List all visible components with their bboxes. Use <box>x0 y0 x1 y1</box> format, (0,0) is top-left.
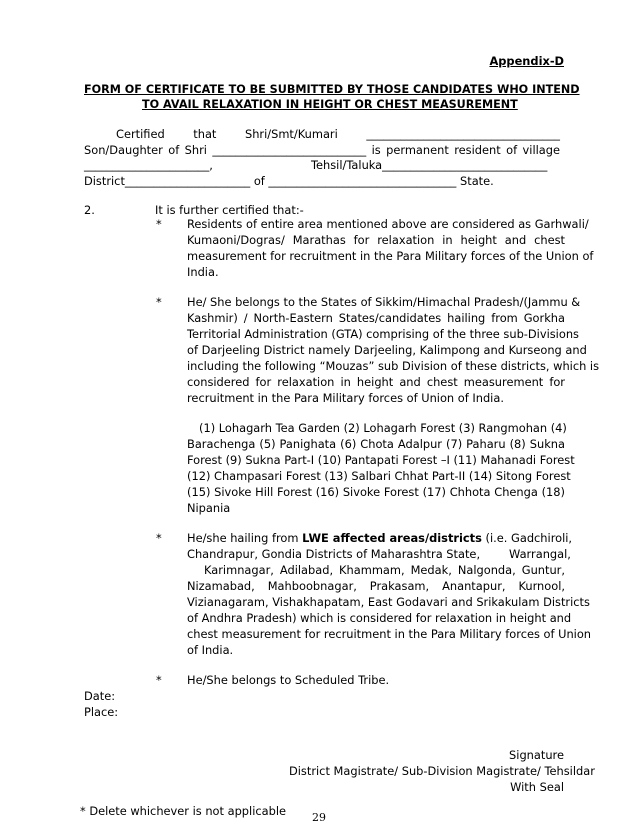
bullet-1: * <box>156 217 162 231</box>
page-number: 29 <box>312 811 326 824</box>
cert-line-2: Son/Daughter of Shri ___________________________ is permanent resident of village <box>84 143 560 157</box>
mouza-line: (1) Lohagarh Tea Garden (2) Lohagarh Forest (3) Rangmohan (4) <box>199 421 567 435</box>
title-options: Shri/Smt/Kumari <box>244 127 338 141</box>
that-word: that <box>193 127 217 141</box>
p2-line: He/ She belongs to the States of Sikkim/Himachal Pradesh/(Jammu & <box>187 295 581 309</box>
mouza-line: (12) Champasari Forest (13) Salbari Chhat Part-II (14) Sitong Forest <box>187 469 571 483</box>
p3-first-line <box>187 530 572 546</box>
p3-tail: (i.e. Gadchiroli, <box>481 531 573 545</box>
village-blank: ______________________, <box>84 158 213 172</box>
authority-line: District Magistrate/ Sub-Division Magistrate/ Tehsildar <box>289 764 595 778</box>
form-heading-line2: TO AVAIL RELAXATION IN HEIGHT OR CHEST MEASUREMENT <box>142 98 518 111</box>
tehsil-line: Tehsil/Taluka_____________________________ <box>311 158 548 172</box>
p1-line: Residents of entire area mentioned above are considered as Garhwali/ <box>187 217 589 231</box>
form-heading-line1: FORM OF CERTIFICATE TO BE SUBMITTED BY THOSE CANDIDATES WHO INTEND <box>84 83 580 96</box>
p3-line: Chandrapur, Gondia Districts of Maharashtra State, Warrangal, <box>187 547 571 561</box>
date-label: Date: <box>84 689 116 703</box>
p2-line: of Darjeeling District namely Darjeeling, Kalimpong and Kurseong and <box>187 343 587 357</box>
district-line: District______________________ of _________________________________ State. <box>84 174 494 188</box>
bullet-4: * <box>156 673 162 687</box>
bullet-3: * <box>156 531 162 545</box>
p2-line: including the following “Mouzas” sub Division of these districts, which is <box>187 359 600 373</box>
p3-line: Karimnagar, Adilabad, Khammam, Medak, Nalgonda, Guntur, <box>204 563 565 577</box>
p1-line: Kumaoni/Dogras/ Marathas for relaxation in height and chest <box>187 233 565 247</box>
place-label: Place: <box>84 705 119 719</box>
p4-line: He/She belongs to Scheduled Tribe. <box>187 673 390 687</box>
seal-label: With Seal <box>510 780 564 794</box>
name-blank: __________________________________ <box>366 127 560 141</box>
p3-line: of India. <box>187 643 234 657</box>
section-number: 2. <box>84 203 95 217</box>
p2-line: Kashmir) / North-Eastern States/candidates hailing from Gorkha <box>187 311 565 325</box>
delete-note: * Delete whichever is not applicable <box>80 804 287 818</box>
appendix-label: Appendix-D <box>489 54 564 68</box>
p3-line: chest measurement for recruitment in the Para Military forces of Union <box>187 627 592 641</box>
cert-line-1 <box>116 126 560 142</box>
p2-line: Territorial Administration (GTA) comprising of the three sub-Divisions <box>187 327 579 341</box>
lwe-emphasis: LWE affected areas/districts <box>302 531 482 545</box>
p1-line: measurement for recruitment in the Para Military forces of the Union of <box>187 249 594 263</box>
p3-line: Nizamabad, Mahboobnagar, Prakasam, Anantapur, Kurnool, <box>187 579 565 593</box>
p3-lead: He/she hailing from <box>187 531 303 545</box>
p1-line: India. <box>187 265 219 279</box>
p3-line: Vizianagaram, Vishakhapatam, East Godavari and Srikakulam Districts <box>187 595 590 609</box>
signature-label: Signature <box>509 748 564 762</box>
mouza-line: Forest (9) Sukna Part-I (10) Pantapati Forest –I (11) Mahanadi Forest <box>187 453 575 467</box>
certified-word: Certified <box>116 127 165 141</box>
section-intro: It is further certified that:- <box>155 203 304 217</box>
mouza-line: Barachenga (5) Panighata (6) Chota Adalpur (7) Paharu (8) Sukna <box>187 437 565 451</box>
p2-line: recruitment in the Para Military forces of Union of India. <box>187 391 504 405</box>
mouza-line: Nipania <box>187 501 231 515</box>
p3-line: of Andhra Pradesh) which is considered for relaxation in height and <box>187 611 572 625</box>
mouza-line: (15) Sivoke Hill Forest (16) Sivoke Forest (17) Chhota Chenga (18) <box>187 485 565 499</box>
p2-line: considered for relaxation in height and chest measurement for <box>187 375 565 389</box>
bullet-2: * <box>156 295 162 309</box>
